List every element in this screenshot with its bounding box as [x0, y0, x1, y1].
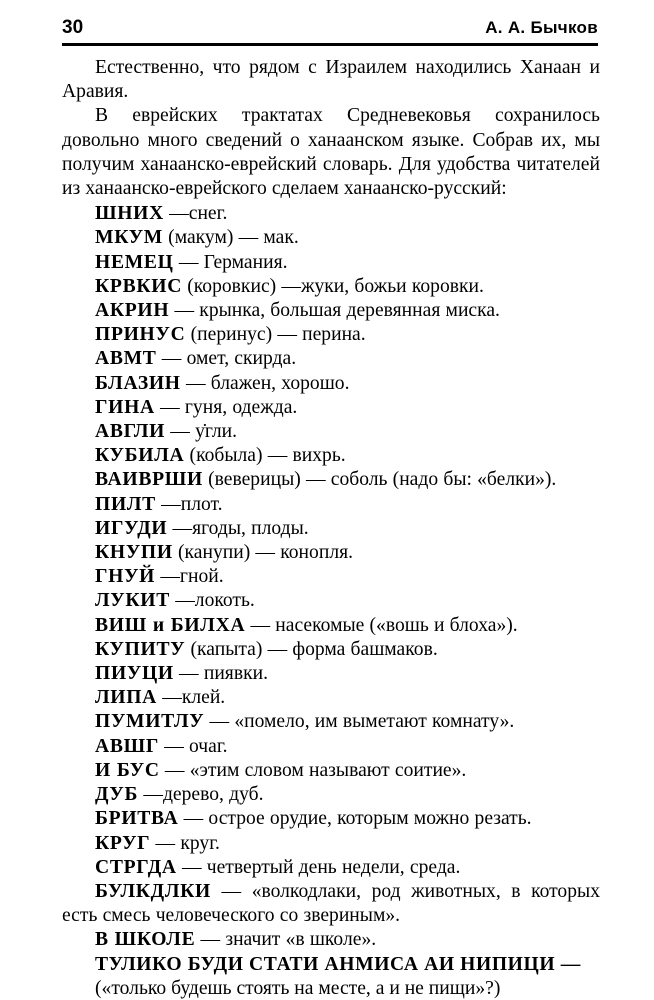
entry-headword: В ШКОЛЕ — [95, 929, 196, 951]
entry-headword: АКРИН — [95, 300, 170, 322]
entry-gloss: — «этим словом называют соитие». — [159, 759, 467, 781]
dictionary-entry — [62, 251, 600, 275]
entry-headword: КУПИТУ — [95, 638, 186, 660]
dictionary-entry — [62, 517, 600, 541]
entry-headword: БУЛКДЛКИ — [95, 880, 211, 902]
entry-gloss: — пиявки. — [173, 663, 268, 685]
entry-headword: БРИТВА — [95, 808, 179, 830]
dictionary-entry — [62, 807, 600, 831]
entry-gloss: —плот. — [155, 493, 223, 515]
entry-headword: КРВКИС — [95, 275, 183, 297]
dictionary-entry — [62, 372, 600, 396]
phrase-translation: («только будешь стоять на месте, а и не пищи»?) — [95, 977, 501, 999]
page-number: 30 — [62, 17, 84, 38]
dictionary-entry — [62, 832, 600, 856]
entry-gloss: — гуня, одежда. — [154, 396, 298, 418]
dictionary-entry — [62, 299, 600, 323]
entry-gloss: (перинус) — перина. — [185, 324, 366, 346]
page-body — [62, 56, 600, 1000]
dictionary-entry — [62, 759, 600, 783]
entry-gloss: — омет, скирда. — [156, 348, 297, 370]
entry-headword: КНУПИ — [95, 542, 173, 564]
dictionary-entry — [62, 468, 600, 492]
entry-headword: ВИШ и БИЛХА — [95, 614, 246, 636]
entry-headword: ШНИХ — [95, 203, 164, 225]
dictionary-entry — [62, 880, 600, 928]
entry-gloss: — круг. — [150, 832, 220, 854]
entry-headword: ПИЛТ — [95, 493, 156, 515]
entry-gloss: —дерево, дуб. — [138, 784, 264, 806]
entry-headword: АВШГ — [95, 735, 160, 757]
entry-headword: И БУС — [95, 759, 160, 781]
entry-headword: ЛИПА — [95, 687, 158, 709]
dictionary-entry — [62, 856, 600, 880]
entry-headword: БЛАЗИН — [95, 372, 181, 394]
entry-headword: СТРГДА — [95, 856, 177, 878]
entry-gloss: — четвертый день недели, среда. — [176, 856, 461, 878]
dictionary-entry — [62, 638, 600, 662]
entry-gloss: — острое орудие, которым можно резать. — [178, 808, 532, 830]
dictionary-entry — [62, 444, 600, 468]
dictionary-entry — [62, 589, 600, 613]
entry-gloss: —ягоды, плоды. — [167, 517, 309, 539]
paragraph-1: Естественно, что рядом с Израилем находились Ханаан и Аравия. — [62, 57, 600, 103]
entry-gloss: — блажен, хорошо. — [180, 372, 350, 394]
entry-gloss: —снег. — [163, 203, 228, 225]
paragraph-2: В еврейских трактатах Средневековья сохранилось довольно много сведений о ханаанском языке. Собрав их, мы получим ханаанско-еврейский словарь. Для удобства читателей из ханаанско-еврейского сделаем ханаанско-русский: — [62, 105, 600, 200]
entry-headword: ВАИВРШИ — [95, 469, 203, 491]
dictionary-entry — [62, 202, 600, 226]
dictionary-entry — [62, 323, 600, 347]
entry-headword: МКУМ — [95, 227, 163, 249]
entry-headword: ПИУЦИ — [95, 663, 174, 685]
entry-gloss: (макум) — мак. — [162, 227, 299, 249]
entry-gloss: — насекомые («вошь и блоха»). — [245, 614, 518, 636]
dictionary-entry — [62, 275, 600, 299]
dictionary-entry — [62, 420, 600, 444]
dictionary-entry — [62, 226, 600, 250]
dictionary-entry — [62, 735, 600, 759]
entry-headword: КРУГ — [95, 832, 151, 854]
entry-headword: ГНУЙ — [95, 566, 156, 588]
entry-headword: ИГУДИ — [95, 517, 168, 539]
dictionary-entry — [62, 541, 600, 565]
phrase-original: ТУЛИКО БУДИ СТАТИ АНМИСА АИ НИПИЦИ — — [95, 953, 581, 975]
entry-gloss: — значит «в школе». — [195, 929, 377, 951]
entry-gloss: — крынка, большая деревянная миска. — [169, 300, 500, 322]
dictionary-entry — [62, 710, 600, 734]
header-rule — [62, 43, 598, 46]
dictionary-entry — [62, 662, 600, 686]
entry-gloss: — «волкодлаки, род животных, в которых есть смесь человеческого со звериным». — [62, 880, 600, 927]
dictionary-entry — [62, 565, 600, 589]
entry-gloss: —клей. — [157, 687, 226, 709]
entry-gloss: — «помело, им выметают комнату». — [204, 711, 515, 733]
entry-headword: ГИНА — [95, 396, 155, 418]
dictionary-entry — [62, 686, 600, 710]
entry-headword: ЛУКИТ — [95, 590, 170, 612]
dictionary-entry — [62, 614, 600, 638]
dictionary-list — [62, 202, 600, 952]
entry-gloss: —локоть. — [170, 590, 255, 612]
running-head-author: А. А. Бычков — [485, 18, 598, 37]
dictionary-entry — [62, 928, 600, 952]
entry-gloss: — Германия. — [173, 251, 288, 273]
entry-headword: ДУБ — [95, 784, 139, 806]
dictionary-entry — [62, 347, 600, 371]
entry-headword: КУБИЛА — [95, 445, 185, 467]
entry-gloss: — у̇гли. — [165, 421, 238, 443]
dictionary-entry — [62, 396, 600, 420]
dictionary-entry — [62, 493, 600, 517]
entry-gloss: —гной. — [155, 566, 224, 588]
entry-headword: НЕМЕЦ — [95, 251, 174, 273]
running-head — [62, 18, 598, 37]
entry-gloss: (коровкис) —жуки, божьи коровки. — [182, 275, 484, 297]
entry-headword: АВГЛИ — [95, 421, 166, 443]
entry-gloss: (кобыла) — вихрь. — [184, 445, 346, 467]
entry-gloss: (капыта) — форма башмаков. — [185, 638, 438, 660]
entry-gloss: (веверицы) — соболь (надо бы: «белки»). — [202, 469, 557, 491]
entry-headword: ПУМИТЛУ — [95, 711, 205, 733]
entry-gloss: — очаг. — [159, 735, 228, 757]
entry-headword: АВМТ — [95, 348, 157, 370]
entry-gloss: (канупи) — конопля. — [172, 542, 354, 564]
entry-headword: ПРИНУС — [95, 324, 186, 346]
dictionary-entry — [62, 783, 600, 807]
